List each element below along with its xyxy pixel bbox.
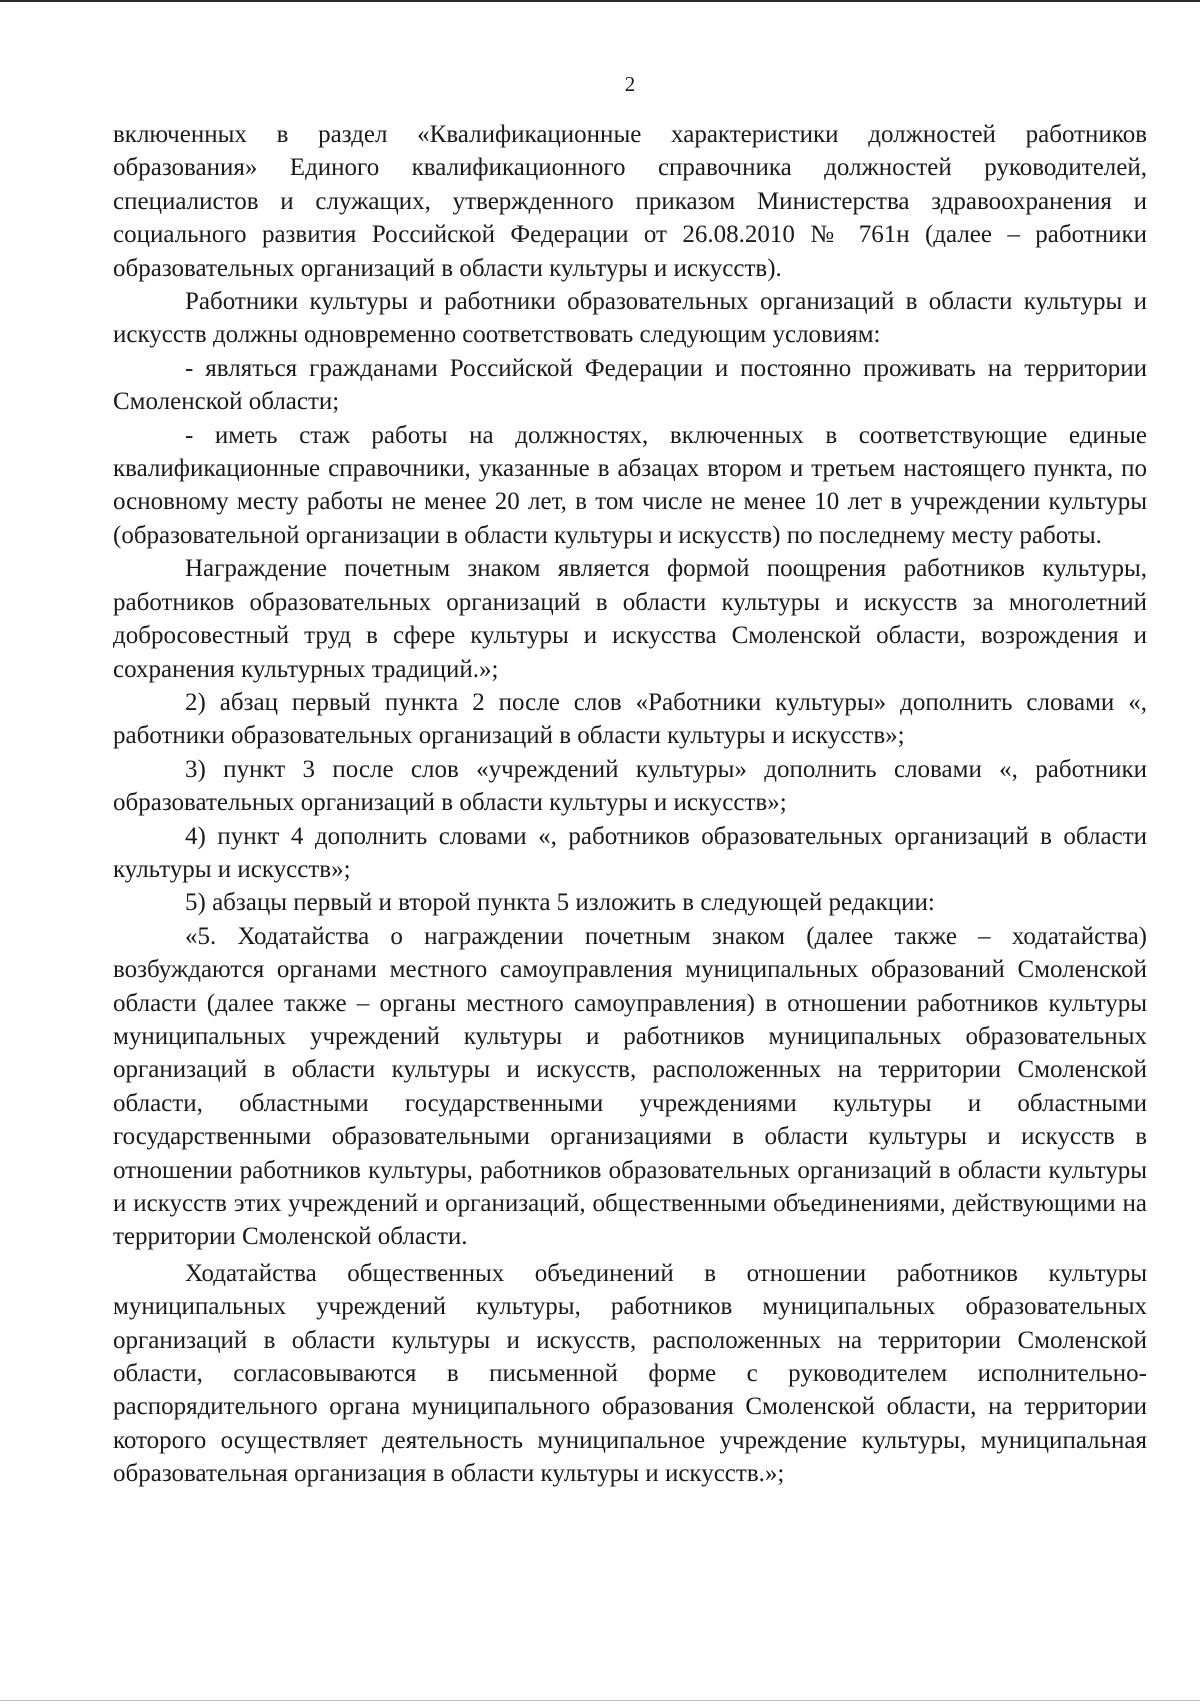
- paragraph-award-purpose: Награждение почетным знаком является формой поощрения работников культуры, работников образовательных организаций в области культуры и искусств за многолетний добросовестный труд в сфере культуры и искусства Смоленской области, возрождения и сохранения культурных традиций.»;: [113, 555, 1147, 683]
- paragraph-conditions-intro: Работники культуры и работники образовательных организаций в области культуры и искусств должны одновременно соответствовать следующим условиям:: [113, 288, 1147, 349]
- document-body: [113, 118, 1147, 1491]
- paragraph-condition-citizenship: - являться гражданами Российской Федерации и постоянно проживать на территории Смоленской области;: [113, 354, 1147, 416]
- paragraph-amendment-4: 4) пункт 4 дополнить словами «, работников образовательных организаций в области культуры и искусств»;: [113, 822, 1147, 883]
- paragraph-item-5-second: Ходатайства общественных объединений в отношении работников культуры муниципальных учреждений культуры, работников муниципальных образовательных организаций в области культуры и искусств, расположенных на территории Смоленской области, согласовываются в письменной форме с руководителем исполнительно-распорядительного органа муниципального образования Смоленской области, на территории которого осуществляет деятельность муниципальное учреждение культуры, муниципальная образовательная организация в области культуры и искусств.»;: [113, 1259, 1147, 1488]
- paragraph-continuation: включенных в раздел «Квалификационные характеристики должностей работников образования» Единого квалификационного справочника должностей руководителей, специалистов и служащих, утвержденного приказом Министерства здравоохранения и социального развития Российской Федерации от 26.08.2010 № 761н (далее – работники образовательных организаций в области культуры и искусств).: [113, 121, 1147, 282]
- scan-bottom-edge: [0, 1700, 1200, 1701]
- paragraph-condition-experience: - иметь стаж работы на должностях, включенных в соответствующие единые квалификационные справочники, указанные в абзацах втором и третьем настоящего пункта, по основному месту работы не менее 20 лет, в том числе не менее 10 лет в учреждении культуры (образовательной организации в области культуры и искусств) по последнему месту работы.: [113, 421, 1147, 549]
- paragraph-amendment-3: 3) пункт 3 после слов «учреждений культуры» дополнить словами «, работники образовательных организаций в области культуры и искусств»;: [113, 755, 1147, 817]
- paragraph-amendment-5: 5) абзацы первый и второй пункта 5 изложить в следующей редакции:: [185, 889, 935, 917]
- page-number: 2: [624, 72, 636, 96]
- scan-top-edge: [0, 0, 1200, 2]
- paragraph-amendment-2: 2) абзац первый пункта 2 после слов «Работники культуры» дополнить словами «, работники образовательных организаций в области культуры и искусств»;: [113, 688, 1147, 750]
- paragraph-item-5-first: «5. Ходатайства о награждении почетным знаком (далее также – ходатайства) возбуждаются органами местного самоуправления муниципальных образований Смоленской области (далее также – органы местного самоуправления) в отношении работников культуры муниципальных учреждений культуры и работников муниципальных образовательных организаций в области культуры и искусств, расположенных на территории Смоленской области, областными государственными учреждениями культуры и областными государственными образовательными организациями в области культуры и искусств в отношении работников культуры, работников образовательных организаций в области культуры и искусств этих учреждений и организаций, общественными объединениями, действующими на территории Смоленской области.: [113, 922, 1147, 1251]
